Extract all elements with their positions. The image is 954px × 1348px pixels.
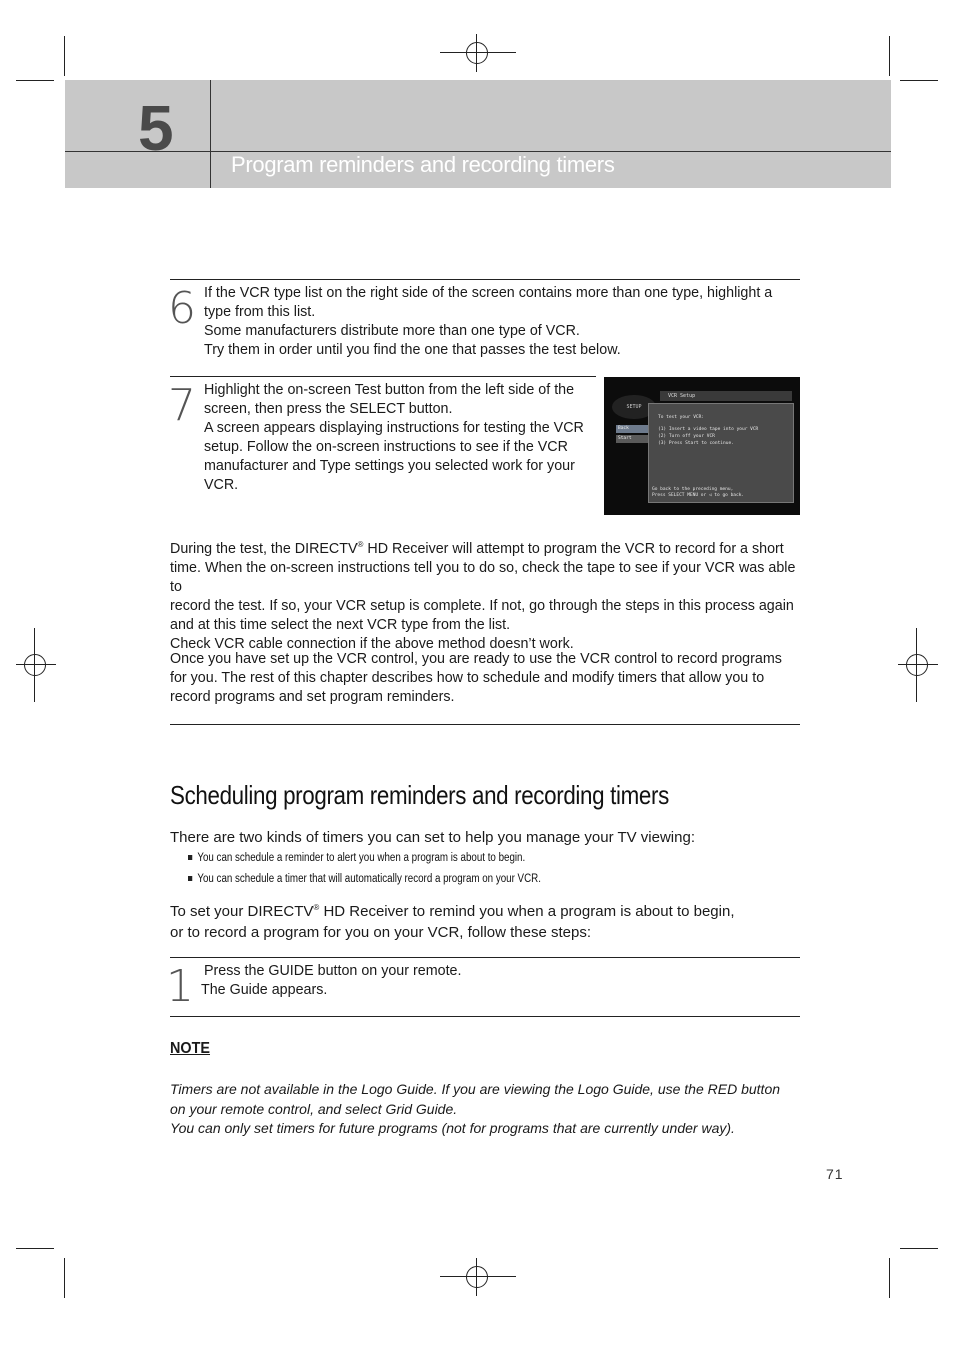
crop-mark xyxy=(16,80,54,81)
note-line: on your remote control, and select Grid Guide. xyxy=(170,1100,458,1117)
test-line-start: During the test, the DIRECTV xyxy=(170,540,358,557)
step-number-1: 1 xyxy=(166,961,194,1012)
step-7-line: A screen appears displaying instructions for testing the VCR xyxy=(204,420,584,436)
steps-intro xyxy=(170,897,810,943)
screenshot-line: To test your VCR: xyxy=(658,415,705,420)
header-divider xyxy=(210,80,211,188)
section-heading: Scheduling program reminders and recording timers xyxy=(170,780,669,810)
crop-mark xyxy=(889,1258,890,1298)
registered-mark: ® xyxy=(313,903,320,912)
bullet-square-icon xyxy=(188,876,192,881)
screenshot-footer: Go back to the preceding menu, xyxy=(652,487,734,492)
step-7-line: manufacturer and Type settings you selected work for your xyxy=(204,458,575,474)
note-line: Timers are not available in the Logo Guide. If you are viewing the Logo Guide, use the RED button xyxy=(170,1081,781,1097)
test-line: Check VCR cable connection if the above method doesn’t work. xyxy=(170,635,574,652)
vcr-setup-screenshot xyxy=(604,377,800,515)
setup-line: Once you have set up the VCR control, you are ready to use the VCR control to record programs xyxy=(170,651,782,667)
screenshot-footer: Press SELECT MENU or ◁ to go back. xyxy=(652,493,745,498)
crop-mark xyxy=(64,1258,65,1298)
screenshot-line: (3) Press Start to continue. xyxy=(658,441,734,446)
step-6-line: type from this list. xyxy=(204,304,316,320)
step-7-line: VCR. xyxy=(204,477,239,493)
step-1-line: Press the GUIDE button on your remote. xyxy=(204,963,462,979)
steps-intro-line: or to record a program for you on your VCR, follow these steps: xyxy=(170,924,592,941)
chapter-title: Program reminders and recording timers xyxy=(231,152,615,177)
step-1-text xyxy=(201,962,791,1000)
chapter-number: 5 xyxy=(138,92,174,164)
test-line: record the test. If so, your VCR setup is complete. If not, go through the steps in this process again xyxy=(170,597,794,614)
screenshot-line: (1) Insert a video tape into your VCR xyxy=(658,427,759,432)
crop-mark xyxy=(64,36,65,76)
bullet-square-icon xyxy=(188,855,192,860)
setup-line: record programs and set program reminders. xyxy=(170,689,455,705)
step-6-line: Try them in order until you find the one that passes the test below. xyxy=(204,342,621,358)
step-6-text xyxy=(204,284,794,360)
step-number-6: 6 xyxy=(168,283,196,334)
note-text xyxy=(170,1080,810,1139)
bullet-item xyxy=(188,852,525,864)
test-line: and at this time select the next VCR type from the list. xyxy=(170,616,511,633)
screenshot-title: VCR Setup xyxy=(660,391,792,401)
note-label: NOTE xyxy=(170,1040,211,1057)
setup-line: for you. The rest of this chapter describes how to schedule and modify timers that allow you to xyxy=(170,670,765,686)
step-rule xyxy=(170,1016,800,1017)
screenshot-start-button: Start xyxy=(616,435,648,443)
setup-logo-icon: SETUP xyxy=(612,395,656,419)
step-rule xyxy=(170,376,596,377)
page-number: 71 xyxy=(826,1166,844,1182)
bullet-text: You can schedule a timer that will automatically record a program on your VCR. xyxy=(197,873,541,885)
steps-intro-end: HD Receiver to remind you when a program is about to begin, xyxy=(319,903,735,920)
section-rule xyxy=(170,724,800,725)
step-number-7: 7 xyxy=(168,380,196,431)
note-line: You can only set timers for future programs (not for programs that are currently under way). xyxy=(170,1120,735,1136)
crop-mark xyxy=(900,1248,938,1249)
screenshot-back-button: Back xyxy=(616,425,648,433)
crop-mark xyxy=(900,80,938,81)
crop-mark xyxy=(889,36,890,76)
step-rule xyxy=(170,279,800,280)
step-7-line: Highlight the on-screen Test button from the left side of the xyxy=(204,382,575,398)
steps-intro-start: To set your DIRECTV xyxy=(170,903,314,920)
setup-paragraph xyxy=(170,650,810,707)
step-1-line: The Guide appears. xyxy=(201,982,328,998)
crop-mark xyxy=(16,1248,54,1249)
screenshot-line: (2) Turn off your VCR xyxy=(658,434,715,439)
step-6-line: If the VCR type list on the right side of the screen contains more than one type, highlight a xyxy=(204,285,773,301)
step-7-text xyxy=(204,381,596,495)
registered-mark: ® xyxy=(357,540,364,549)
bullet-text: You can schedule a reminder to alert you when a program is about to begin. xyxy=(197,852,526,864)
test-line: time. When the on-screen instructions tell you to do so, check the tape to see if your VCR was able to xyxy=(170,559,796,595)
section-intro: There are two kinds of timers you can set to help you manage your TV viewing: xyxy=(170,829,695,846)
step-rule xyxy=(170,957,800,958)
step-7-line: setup. Follow the on-screen instructions to see if the VCR xyxy=(204,439,568,455)
test-line-end: HD Receiver will attempt to program the VCR to record for a short xyxy=(363,540,784,557)
step-7-line: screen, then press the SELECT button. xyxy=(204,401,453,417)
step-6-line: Some manufacturers distribute more than one type of VCR. xyxy=(204,323,580,339)
bullet-item xyxy=(188,873,541,885)
test-paragraph xyxy=(170,535,810,654)
